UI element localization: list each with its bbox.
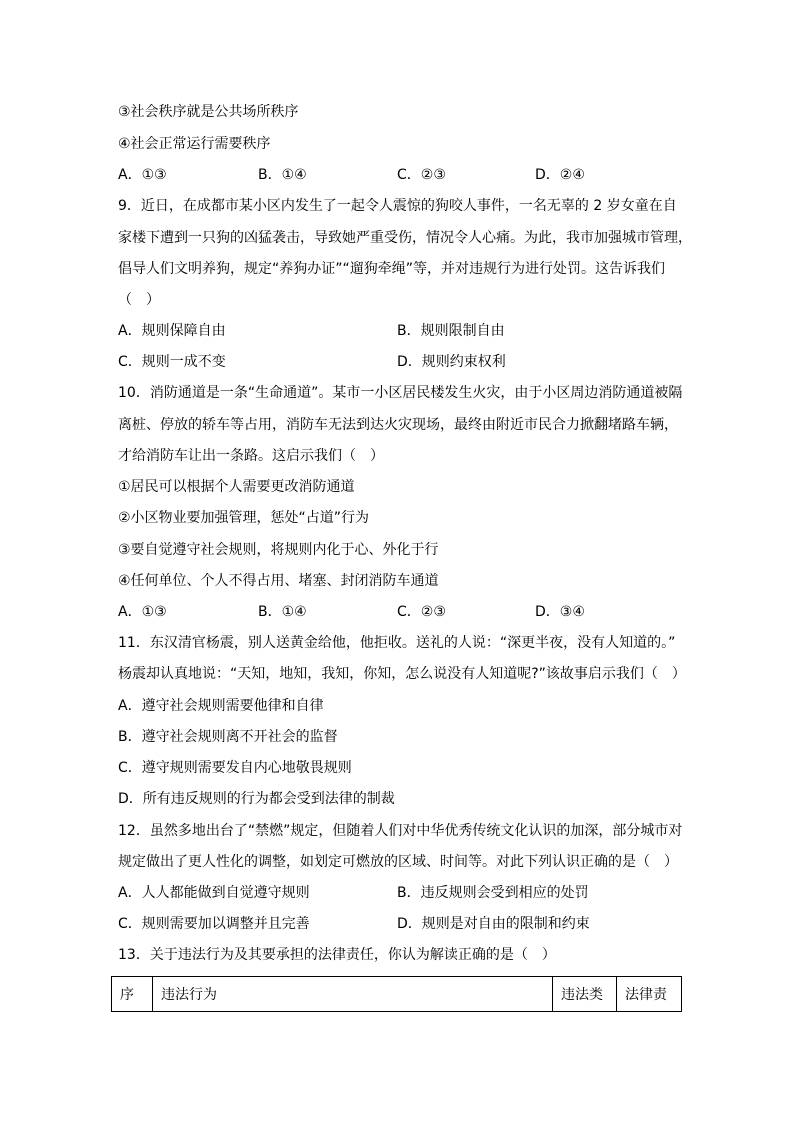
q10-statement-3: ③要自觉遵守社会规则，将规则内化于心、外化于行 — [118, 542, 439, 558]
q9-option-c: C．规则一成不变 — [118, 354, 226, 370]
q9-option-a: A．规则保障自由 — [118, 323, 226, 339]
q10-option-d: D．③④ — [535, 604, 585, 620]
q13-stem: 13．关于违法行为及其要承担的法律责任，你认为解读正确的是（ ） — [118, 947, 556, 963]
q11-option-b: B．遵守社会规则离不开社会的监督 — [118, 729, 338, 745]
q8-option-b: B．①④ — [258, 167, 307, 183]
table-header-category: 违法类 — [553, 977, 617, 1012]
q11-stem-line-2: 杨震却认真地说：“天知，地知，我知，你知，怎么说没有人知道呢?”该故事启示我们（ ） — [118, 666, 686, 682]
table-header-row — [112, 977, 682, 1012]
q8-option-a: A．①③ — [118, 167, 167, 183]
q10-option-a: A．①③ — [118, 604, 167, 620]
q10-option-c: C．②③ — [397, 604, 446, 620]
q9-stem-line-3: 倡导人们文明养狗，规定“养狗办证”“遛狗牵绳”等，并对违规行为进行处罚。这告诉我们 — [118, 261, 666, 277]
q9-option-b: B．规则限制自由 — [397, 323, 505, 339]
q12-option-c: C．规则需要加以调整并且完善 — [118, 916, 310, 932]
q11-option-a: A．遵守社会规则需要他律和自律 — [118, 698, 324, 714]
q9-stem-line-2: 家楼下遭到一只狗的凶猛袭击，导致她严重受伤，情况令人心痛。为此，我市加强城市管理， — [118, 230, 692, 246]
q12-stem-line-1: 12．虽然多地出台了“禁燃”规定，但随着人们对中华优秀传统文化认识的加深，部分城市对 — [118, 823, 683, 839]
q12-option-b: B．违反规则会受到相应的处罚 — [397, 885, 589, 901]
q10-stem-line-3: 才给消防车让出一条路。这启示我们（ ） — [118, 448, 384, 464]
q11-stem-line-1: 11．东汉清官杨震，别人送黄金给他，他拒收。送礼的人说：“深更半夜，没有人知道的。” — [118, 635, 676, 651]
q10-stem-line-1: 10．消防通道是一条“生命通道”。某市一小区居民楼发生火灾，由于小区周边消防通道被隔 — [118, 385, 683, 401]
q12-stem-line-2: 规定做出了更人性化的调整，如划定可燃放的区域、时间等。对此下列认识正确的是（ ） — [118, 854, 678, 870]
q10-statement-4: ④任何单位、个人不得占用、堵塞、封闭消防车通道 — [118, 573, 439, 589]
q11-option-d: D．所有违反规则的行为都会受到法律的制裁 — [118, 791, 395, 807]
q12-option-d: D．规则是对自由的限制和约束 — [397, 916, 590, 932]
table-header-index: 序 — [112, 977, 153, 1012]
q9-stem-line-1: 9．近日，在成都市某小区内发生了一起令人震惊的狗咬人事件，一名无辜的 2 岁女童在自 — [118, 198, 677, 214]
q10-statement-2: ②小区物业要加强管理，惩处“占道”行为 — [118, 510, 370, 526]
q13-table — [111, 976, 682, 1012]
q9-answer-blank: （ ） — [118, 292, 160, 308]
q9-option-d: D．规则约束权利 — [397, 354, 506, 370]
q8-statement-4: ④社会正常运行需要秩序 — [118, 136, 271, 152]
q8-statement-3: ③社会秩序就是公共场所秩序 — [118, 104, 299, 120]
q8-option-c: C．②③ — [397, 167, 446, 183]
q10-option-b: B．①④ — [258, 604, 307, 620]
q8-option-d: D．②④ — [535, 167, 585, 183]
table-header-liability: 法律责 — [617, 977, 682, 1012]
table-header-violation: 违法行为 — [153, 977, 553, 1012]
q10-statement-1: ①居民可以根据个人需要更改消防通道 — [118, 479, 355, 495]
q11-option-c: C．遵守规则需要发自内心地敬畏规则 — [118, 760, 352, 776]
q12-option-a: A．人人都能做到自觉遵守规则 — [118, 885, 310, 901]
q10-stem-line-2: 离桩、停放的轿车等占用，消防车无法到达火灾现场，最终由附近市民合力掀翻堵路车辆， — [118, 417, 678, 433]
